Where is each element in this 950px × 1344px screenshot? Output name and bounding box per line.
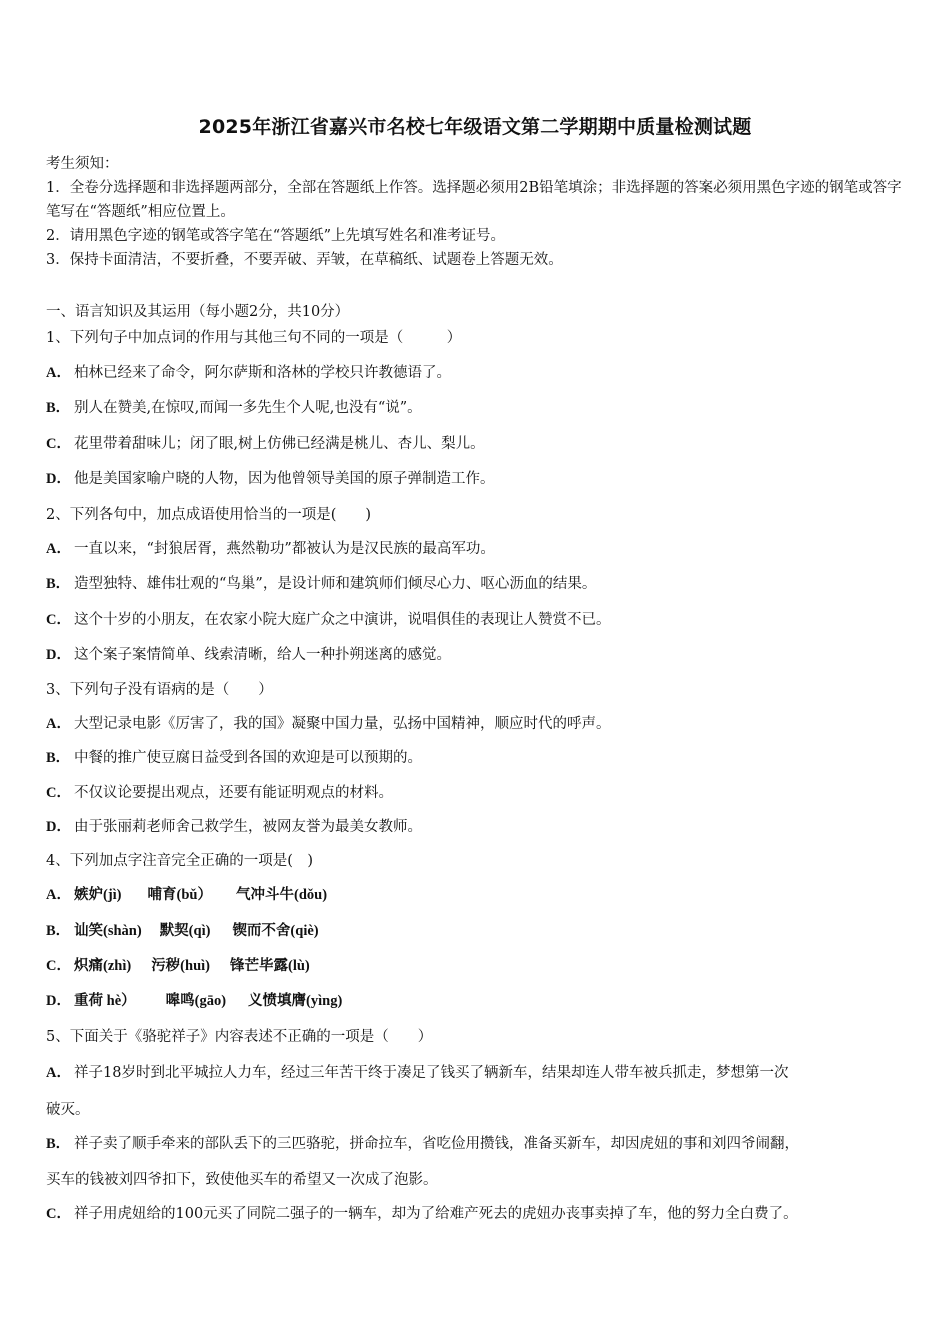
option-letter: A． bbox=[46, 1065, 71, 1081]
option-text: 别人在赞美,在惊叹,而闻一多先生个人呢,也没有“说”。 bbox=[74, 400, 422, 416]
option-letter: D． bbox=[46, 819, 71, 835]
option-letter: B． bbox=[46, 923, 71, 939]
option-row bbox=[46, 712, 611, 733]
option-row bbox=[46, 746, 422, 767]
option-part: 气冲斗牛(dǒu) bbox=[235, 887, 328, 903]
option-part: 哺育(bǔ） bbox=[147, 887, 212, 903]
option-row bbox=[46, 883, 327, 904]
option-part: 锲而不舍(qiè) bbox=[232, 923, 319, 939]
option-part: 嫉妒(jì) bbox=[74, 887, 122, 903]
option-letter: A． bbox=[46, 365, 71, 381]
option-text: 祥子用虎妞给的100元买了同院二强子的一辆车，却为了给难产死去的虎妞办丧事卖掉了车，他的努力全白费了。 bbox=[74, 1206, 798, 1222]
option-text: 祥子18岁时到北平城拉人力车，经过三年苦干终于凑足了钱买了辆新车，结果却连人带车被兵抓走，梦想第一次 bbox=[74, 1065, 789, 1081]
option-row bbox=[46, 781, 393, 802]
option-row bbox=[46, 432, 485, 453]
option-letter: D． bbox=[46, 471, 71, 487]
option-row bbox=[46, 608, 611, 629]
notice-block bbox=[46, 152, 906, 272]
option-part: 炽痛(zhì) bbox=[74, 958, 132, 974]
page-title: 2025年浙江省嘉兴市名校七年级语文第二学期期中质量检测试题 bbox=[198, 116, 752, 138]
option-text: 中餐的推广使豆腐日益受到各国的欢迎是可以预期的。 bbox=[74, 750, 422, 766]
option-part: 义愤填膺(yìng) bbox=[248, 993, 343, 1009]
option-text: 祥子卖了顺手牵来的部队丢下的三匹骆驼，拼命拉车，省吃俭用攒钱，准备买新车，却因虎妞的事和刘四爷闹翻， bbox=[74, 1136, 799, 1152]
notice-item: 2．请用黑色字迹的钢笔或答字笔在“答题纸”上先填写姓名和准考证号。 bbox=[46, 228, 506, 244]
option-row bbox=[46, 396, 422, 417]
option-letter: C． bbox=[46, 612, 71, 628]
option-letter: B． bbox=[46, 400, 71, 416]
option-letter: C． bbox=[46, 436, 71, 452]
option-letter: C． bbox=[46, 785, 71, 801]
question-stem: 1、下列句子中加点词的作用与其他三句不同的一项是（ ） bbox=[46, 330, 462, 346]
option-part: 讪笑(shàn) bbox=[74, 923, 142, 939]
option-text: 他是美国家喻户晓的人物，因为他曾领导美国的原子弹制造工作。 bbox=[74, 471, 495, 487]
option-row bbox=[46, 1202, 798, 1223]
option-letter: D． bbox=[46, 993, 71, 1009]
option-row bbox=[46, 643, 451, 664]
option-text: 花里带着甜味儿；闭了眼,树上仿佛已经满是桃儿、杏儿、梨儿。 bbox=[74, 436, 485, 452]
option-part: 污秽(huì) bbox=[151, 958, 211, 974]
option-letter: D． bbox=[46, 647, 71, 663]
option-row bbox=[46, 989, 342, 1010]
option-part: 锋芒毕露(lù) bbox=[230, 958, 310, 974]
option-letter: B． bbox=[46, 576, 71, 592]
option-letter: A． bbox=[46, 716, 71, 732]
option-letter: B． bbox=[46, 750, 71, 766]
option-text: 造型独特、雄伟壮观的“鸟巢”，是设计师和建筑师们倾尽心力、呕心沥血的结果。 bbox=[74, 576, 597, 592]
question-stem: 2、下列各句中，加点成语使用恰当的一项是( ) bbox=[46, 507, 372, 523]
notice-heading: 考生须知： bbox=[46, 156, 119, 172]
notice-item: 1．全卷分选择题和非选择题两部分，全部在答题纸上作答。选择题必须用2B铅笔填涂；非选择题的答案必须用黑色字迹的钢笔或答字笔写在“答题纸”相应位置上。 bbox=[46, 180, 902, 220]
option-text: 一直以来，“封狼居胥，燕然勒功”都被认为是汉民族的最高军功。 bbox=[74, 541, 495, 557]
notice-item: 3．保持卡面清洁，不要折叠，不要弄破、弄皱，在草稿纸、试题卷上答题无效。 bbox=[46, 252, 563, 268]
option-letter: C． bbox=[46, 958, 71, 974]
option-row bbox=[46, 954, 310, 975]
option-row bbox=[46, 572, 596, 593]
option-row bbox=[46, 1132, 799, 1153]
option-letter: B． bbox=[46, 1136, 71, 1152]
option-continuation: 破灭。 bbox=[46, 1102, 90, 1118]
option-letter: A． bbox=[46, 887, 71, 903]
option-letter: C． bbox=[46, 1206, 71, 1222]
option-part: 嗥鸣(gāo) bbox=[165, 993, 227, 1009]
question-stem: 5、下面关于《骆驼祥子》内容表述不正确的一项是（ ） bbox=[46, 1029, 433, 1045]
option-row bbox=[46, 361, 451, 382]
option-text: 大型记录电影《厉害了，我的国》凝聚中国力量，弘扬中国精神，顺应时代的呼声。 bbox=[74, 716, 611, 732]
option-text: 由于张丽莉老师舍己救学生，被网友誉为最美女教师。 bbox=[74, 819, 422, 835]
option-text: 这个十岁的小朋友，在农家小院大庭广众之中演讲，说唱俱佳的表现让人赞赏不已。 bbox=[74, 612, 611, 628]
option-row bbox=[46, 815, 422, 836]
option-row bbox=[46, 1061, 788, 1082]
option-row bbox=[46, 537, 495, 558]
option-text: 柏林已经来了命令，阿尔萨斯和洛林的学校只许教德语了。 bbox=[74, 365, 451, 381]
option-part: 默契(qì) bbox=[159, 923, 211, 939]
option-text: 这个案子案情简单、线索清晰，给人一种扑朔迷离的感觉。 bbox=[74, 647, 451, 663]
option-continuation: 买车的钱被刘四爷扣下，致使他买车的希望又一次成了泡影。 bbox=[46, 1172, 438, 1188]
option-part: 重荷 hè） bbox=[74, 993, 136, 1009]
question-stem: 4、下列加点字注音完全正确的一项是( ) bbox=[46, 853, 314, 869]
option-letter: A． bbox=[46, 541, 71, 557]
question-stem: 3、下列句子没有语病的是（ ） bbox=[46, 682, 273, 698]
section-heading: 一、语言知识及其运用（每小题2分，共10分） bbox=[46, 304, 350, 320]
option-row bbox=[46, 919, 319, 940]
option-text: 不仅议论要提出观点，还要有能证明观点的材料。 bbox=[74, 785, 393, 801]
option-row bbox=[46, 467, 495, 488]
